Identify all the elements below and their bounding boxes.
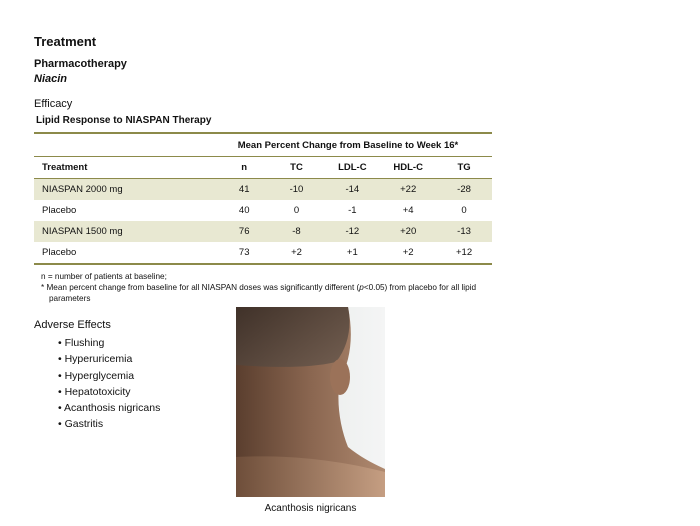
- ear-shape: [330, 359, 350, 395]
- table-cell: +4: [402, 205, 414, 216]
- column-header: TC: [290, 162, 303, 173]
- column-header: HDL-C: [393, 162, 423, 173]
- table-cell: +20: [380, 221, 436, 242]
- table-header-row: [34, 157, 492, 178]
- neck-photo: [236, 307, 385, 497]
- list-item: • Hyperglycemia: [58, 369, 135, 382]
- hair-shape: [236, 307, 350, 367]
- table-cell: +2: [291, 247, 302, 258]
- column-header: TG: [457, 162, 471, 173]
- table-title: Lipid Response to NIASPAN Therapy: [36, 115, 212, 126]
- adverse-effects-heading: Adverse Effects: [34, 319, 111, 331]
- table-cell: +12: [455, 247, 473, 258]
- table-cell: 73: [238, 247, 250, 258]
- subsection-title: Pharmacotherapy: [34, 58, 127, 70]
- drug-name: Niacin: [34, 73, 68, 85]
- table-cell: 0: [461, 205, 467, 216]
- footnote-text: * Mean percent change from baseline for all NIASPAN doses was significantly different (: [41, 283, 360, 292]
- table-footnotes: [41, 271, 491, 304]
- footnote-text: <0.05) from placebo for all lipid parameters: [49, 283, 477, 303]
- table-cell: -1: [348, 205, 357, 216]
- column-header: LDL-C: [338, 162, 367, 173]
- table-cell: -13: [436, 221, 492, 242]
- footnote-n: n = number of patients at baseline;: [41, 272, 167, 281]
- table-cell: 40: [238, 205, 250, 216]
- list-item: • Gastritis: [58, 418, 104, 431]
- table-cell: -12: [324, 221, 380, 242]
- list-item: • Hyperuricemia: [58, 353, 133, 366]
- table-cell: 76: [220, 221, 269, 242]
- column-header: Treatment: [42, 162, 88, 173]
- footnote-significance: [41, 282, 491, 304]
- table-cell: +2: [402, 247, 414, 258]
- table-row: [34, 200, 492, 221]
- table-cell: -8: [269, 221, 325, 242]
- table-cell: 0: [293, 205, 300, 216]
- neck-illustration: [236, 307, 385, 497]
- table-cell: -28: [436, 179, 492, 200]
- table-row: [34, 242, 492, 263]
- section-title: Treatment: [34, 34, 97, 49]
- table-cell: 41: [220, 179, 269, 200]
- p-value-symbol: p: [359, 283, 364, 292]
- table-bottom-rule: [34, 263, 492, 265]
- table-span-header: Mean Percent Change from Baseline to Week 16*: [237, 139, 459, 151]
- list-item: • Acanthosis nigricans: [58, 402, 161, 415]
- photo-caption: Acanthosis nigricans: [264, 503, 357, 514]
- adverse-effects-list: [58, 335, 160, 433]
- table-cell: +22: [380, 179, 436, 200]
- table-cell: Placebo: [42, 205, 77, 216]
- efficacy-heading: Efficacy: [34, 98, 73, 110]
- table-cell: NIASPAN 1500 mg: [34, 221, 220, 242]
- table-cell: -10: [269, 179, 325, 200]
- table-cell: NIASPAN 2000 mg: [34, 179, 220, 200]
- lipid-response-table: [34, 132, 492, 265]
- table-cell: Placebo: [42, 247, 77, 258]
- table-cell: -14: [324, 179, 380, 200]
- column-header: n: [241, 162, 248, 173]
- list-item: • Hepatotoxicity: [58, 385, 131, 398]
- table-cell: +1: [346, 247, 358, 258]
- table-row: [34, 221, 492, 242]
- table-row: [34, 179, 492, 200]
- list-item: • Flushing: [58, 337, 105, 349]
